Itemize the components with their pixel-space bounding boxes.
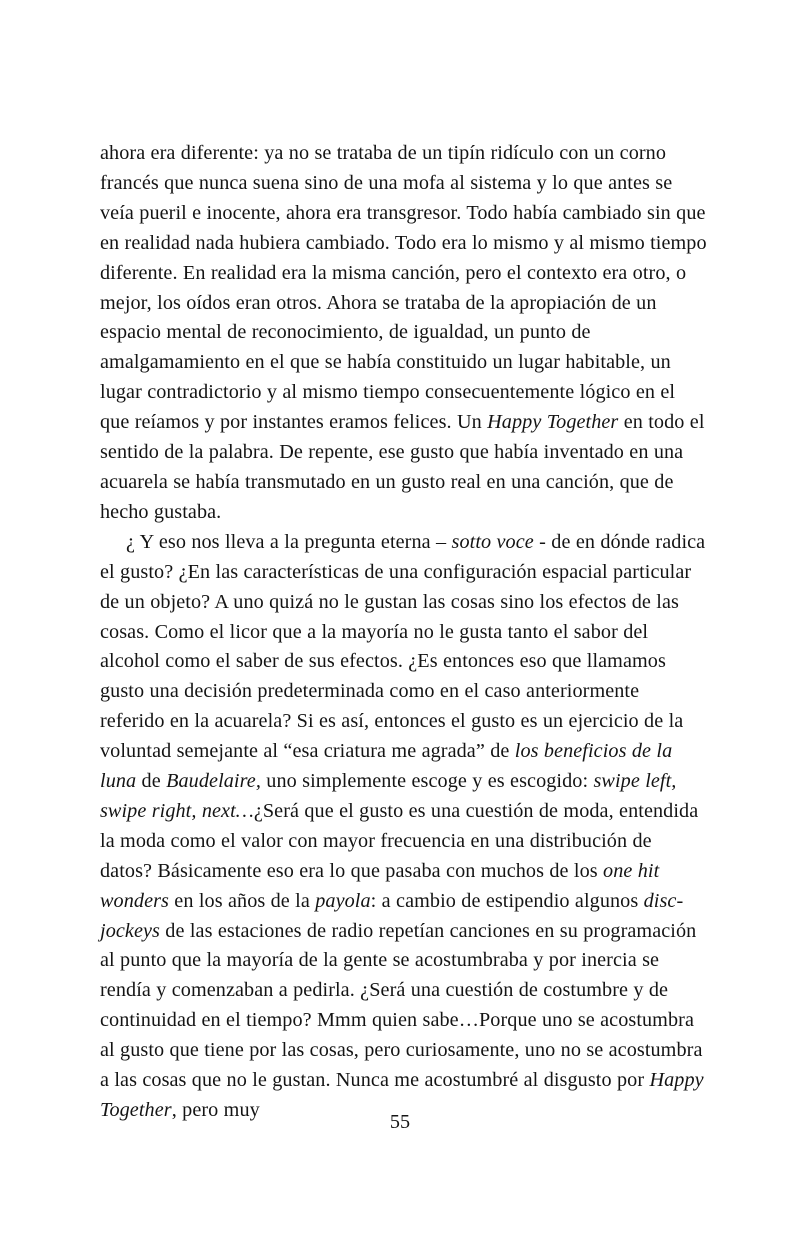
italic-phrase: los beneficios de la luna bbox=[100, 740, 673, 793]
text-run: ahora era diferente: ya no se trataba de un tipín ridículo con un corno francés que nunca suena sino de una mofa al sistema y lo que antes se veía pueril e inocente, ahora era transgresor. Todo había cambiado sin que en realidad nada hubiera cambiado. Todo era lo mismo y al mismo tiempo diferente. En realidad era la misma canción, pero el contexto era otro, o mejor, los oídos eran otros. Ahora se trataba de la apropiación de un espacio mental de reconocimiento, de igualdad, un punto de amalgamamiento en el que se había constituido un lugar habitable, un lugar contradictorio y al mismo tiempo consecuentemente lógico en el que reíamos y por instantes eramos felices. Un bbox=[100, 142, 707, 434]
text-run: en todo el sentido de la palabra. De repente, ese gusto que había inventado en una acuarela se había transmutado en un gusto real en una canción, que de hecho gustaba. bbox=[100, 411, 705, 523]
page-number: 55 bbox=[389, 1111, 411, 1133]
text-run: ¿Será que el gusto es una cuestión de moda, entendida la moda como el valor con mayor frecuencia en una distribución de datos? Básicamente eso era lo que pasaba con muchos de los bbox=[100, 799, 699, 882]
paragraph-2 bbox=[100, 528, 708, 1126]
text-run: de bbox=[136, 770, 167, 793]
text-run: uno simplemente escoge y es escogido: bbox=[260, 770, 594, 793]
italic-phrase: disc-jockeys bbox=[100, 889, 684, 942]
page-text-block bbox=[100, 139, 708, 1126]
text-run: , pero muy bbox=[171, 1099, 260, 1121]
text-run: : a cambio de estipendio algunos bbox=[370, 889, 644, 912]
italic-phrase: one hit wonders bbox=[100, 859, 660, 912]
text-run: de las estaciones de radio repetían canciones en su programación al punto que la mayoría de la gente se acostumbraba y por inercia se rendía y comenzaban a pedirla. ¿Será una cuestión de costumbre y de continuidad en el tiempo? Mmm quien sabe…Porque uno se acostumbra al gusto que tiene por las cosas, pero curiosamente, uno no se acostumbra a las cosas que no le gustan. Nunca me acostumbré al disgusto por bbox=[100, 919, 703, 1092]
italic-phrase: payola bbox=[315, 889, 371, 912]
paragraph-container bbox=[100, 139, 708, 1126]
italic-phrase: Happy Together bbox=[100, 1069, 704, 1121]
italic-phrase: Happy Together bbox=[487, 411, 619, 434]
italic-phrase: sotto voce bbox=[451, 530, 534, 553]
text-run: ¿ Y eso nos lleva a la pregunta eterna – bbox=[126, 530, 452, 553]
italic-phrase: Baudelaire, bbox=[166, 770, 261, 793]
paragraph-1 bbox=[100, 139, 708, 528]
text-run: en los años de la bbox=[168, 889, 316, 912]
italic-phrase: swipe left, swipe right, next… bbox=[100, 770, 677, 822]
text-run: - de en dónde radica el gusto? ¿En las características de una configuración espacial particular de un objeto? A uno quizá no le gustan las cosas sino los efectos de las cosas. Como el licor que a la mayoría no le gusta tanto el sabor del alcohol como el saber de sus efectos. ¿Es entonces eso que llamamos gusto una decisión predeterminada como en el caso anteriormente referido en la acuarela? Si es así, entonces el gusto es un ejercicio de la voluntad semejante al “esa criatura me agrada” de bbox=[100, 530, 706, 763]
